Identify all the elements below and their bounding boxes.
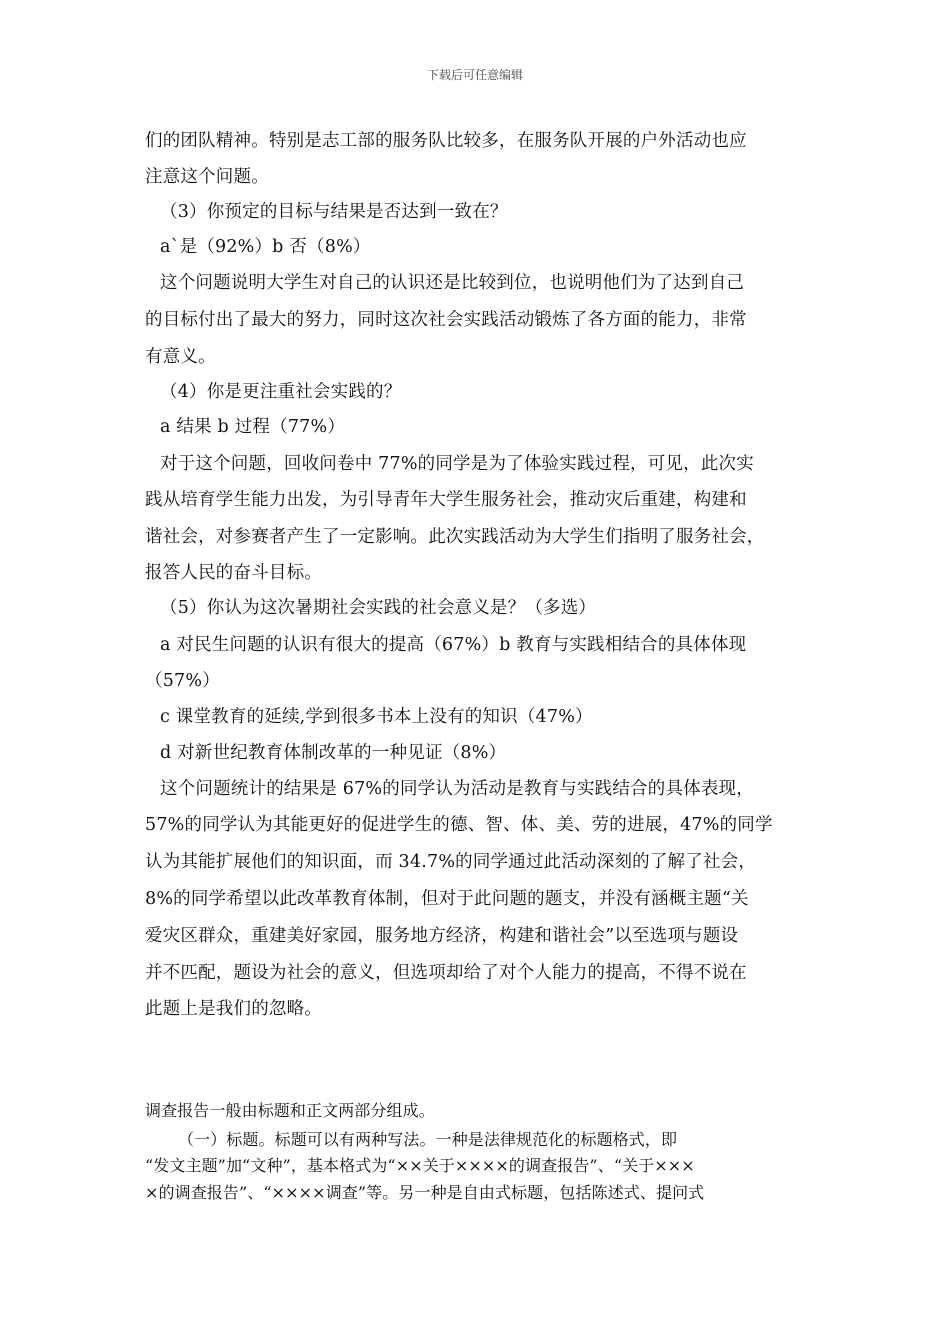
- body-line: 们的团队精神。特别是志工部的服务队比较多，在服务队开展的户外活动也应: [145, 131, 747, 151]
- body-line: 认为其能扩展他们的知识面，而 34.7%的同学通过此活动深刻的了解了社会，: [145, 852, 757, 872]
- body-line: 对于这个问题，回收问卷中 77%的同学是为了体验实践过程，可见，此次实: [160, 454, 754, 474]
- body-line: 这个问题统计的结果是 67%的同学认为活动是教育与实践结合的具体表现，: [160, 779, 754, 799]
- body-line: 8%的同学希望以此改革教育体制，但对于此问题的题支，并没有涵概主题“关: [145, 889, 749, 909]
- appendix-line: （一）标题。标题可以有两种写法。一种是法律规范化的标题格式，即: [178, 1130, 678, 1149]
- body-line: 爱灾区群众，重建美好家园，服务地方经济，构建和谐社会”以至选项与题设: [145, 926, 739, 946]
- page-header: 下载后可任意编辑: [426, 68, 523, 82]
- answer-3: a`是（92%）b 否（8%）: [160, 237, 371, 257]
- answer-4: a 结果 b 过程（77%）: [160, 417, 346, 437]
- body-line: 谐社会，对参赛者产生了一定影响。此次实践活动为大学生们指明了服务社会，: [145, 527, 765, 547]
- question-4: （4）你是更注重社会实践的？: [160, 382, 402, 402]
- question-5: （5）你认为这次暑期社会实践的社会意义是？（多选）: [160, 598, 597, 618]
- body-line: 报答人民的奋斗目标。: [145, 563, 322, 583]
- body-line: 践从培育学生能力出发，为引导青年大学生服务社会，推动灾后重建，构建和: [145, 490, 747, 510]
- body-line: 有意义。: [145, 347, 216, 367]
- answer-5-b-cont: （57%）: [145, 671, 220, 691]
- body-line: 的目标付出了最大的努力，同时这次社会实践活动锻炼了各方面的能力，非常: [145, 310, 747, 330]
- body-line: 注意这个问题。: [145, 167, 269, 187]
- answer-5-c: c 课堂教育的延续,学到很多书本上没有的知识（47%）: [160, 707, 593, 727]
- appendix-line: 调查报告一般由标题和正文两部分组成。: [145, 1101, 435, 1120]
- body-line: 这个问题说明大学生对自己的认识还是比较到位，也说明他们为了达到自己: [160, 273, 745, 293]
- body-line: 57%的同学认为其能更好的促进学生的德、智、体、美、劳的进展，47%的同学: [145, 815, 773, 835]
- appendix-line: ×的调查报告”、“××××调查”等。另一种是自由式标题，包括陈述式、提问式: [145, 1183, 705, 1202]
- answer-5-d: d 对新世纪教育体制改革的一种见证（8%）: [160, 743, 507, 763]
- body-line: 并不匹配，题设为社会的意义，但选项却给了对个人能力的提高，不得不说在: [145, 963, 747, 983]
- answer-5-a-b: a 对民生问题的认识有很大的提高（67%）b 教育与实践相结合的具体体现: [160, 635, 747, 655]
- appendix-line: “发文主题”加“文种”，基本格式为“××关于××××的调查报告”、“关于×××: [145, 1156, 695, 1175]
- question-3: （3）你预定的目标与结果是否达到一致在？: [160, 202, 508, 222]
- body-line: 此题上是我们的忽略。: [145, 999, 322, 1019]
